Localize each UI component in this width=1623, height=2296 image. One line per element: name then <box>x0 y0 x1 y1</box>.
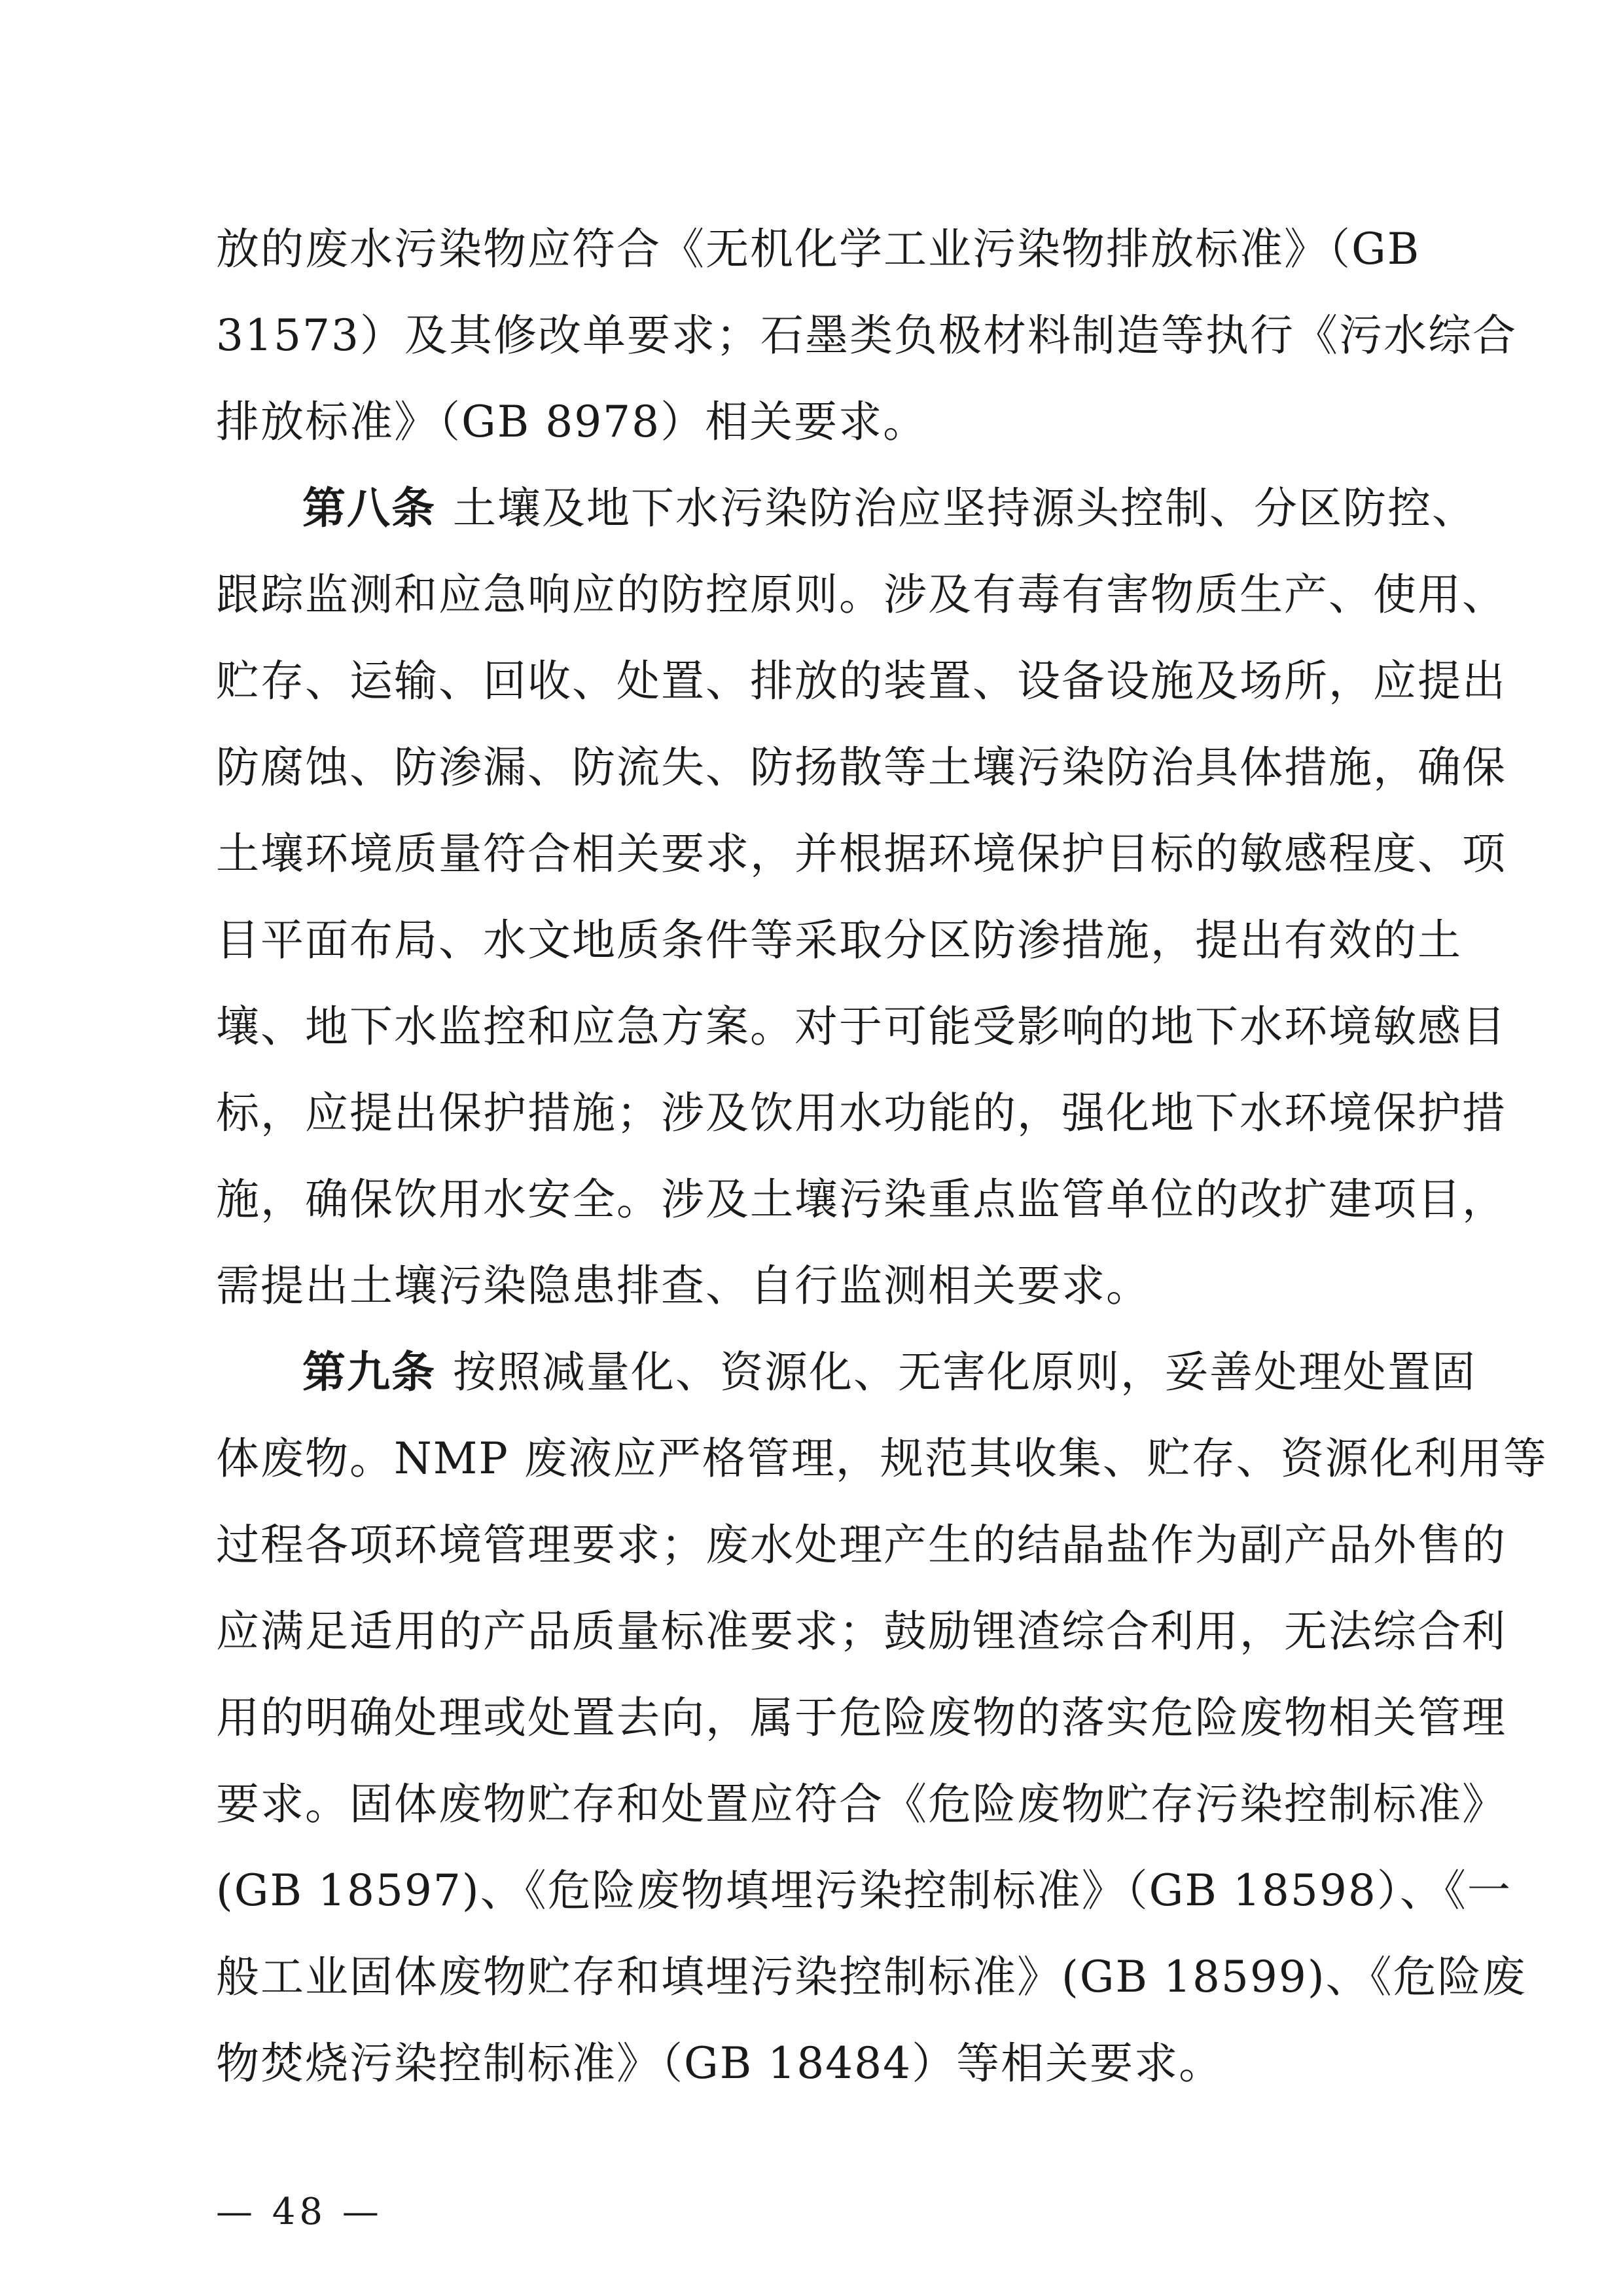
text-line: 施，确保饮用水安全。涉及土壤污染重点监管单位的改扩建项目， <box>216 1174 1507 1225</box>
text-line: 土壤及地下水污染防治应坚持源头控制、分区防控、 <box>453 483 1476 533</box>
text-line: 物焚烧污染控制标准》（GB 18484）等相关要求。 <box>216 2038 1224 2089</box>
article-8-first-line <box>302 465 1476 552</box>
article-9-first-line <box>302 1329 1476 1416</box>
text-line: 要求。固体废物贮存和处置应符合《危险废物贮存污染控制标准》 <box>216 1779 1507 1829</box>
text-line: 体废物。NMP 废液应严格管理，规范其收集、贮存、资源化利用等 <box>216 1433 1548 1484</box>
text-line: 防腐蚀、防渗漏、防流失、防扬散等土壤污染防治具体措施，确保 <box>216 742 1507 793</box>
text-line: 贮存、运输、回收、处置、排放的装置、设备设施及场所，应提出 <box>216 656 1507 706</box>
text-line: 排放标准》（GB 8978）相关要求。 <box>216 397 928 447</box>
text-line: 31573）及其修改单要求；石墨类负极材料制造等执行《污水综合 <box>216 310 1517 361</box>
text-line: 应满足适用的产品质量标准要求；鼓励锂渣综合利用，无法综合利 <box>216 1606 1507 1657</box>
text-line: 需提出土壤污染隐患排查、自行监测相关要求。 <box>216 1261 1150 1311</box>
text-line: 按照减量化、资源化、无害化原则，妥善处理处置固 <box>453 1347 1476 1397</box>
text-line: 土壤环境质量符合相关要求，并根据环境保护目标的敏感程度、项 <box>216 829 1507 879</box>
text-line: 目平面布局、水文地质条件等采取分区防渗措施，提出有效的土 <box>216 915 1462 965</box>
text-line: 放的废水污染物应符合《无机化学工业污染物排放标准》（GB <box>216 224 1421 274</box>
article-8-label: 第八条 <box>302 483 436 533</box>
text-line: 壤、地下水监控和应急方案。对于可能受影响的地下水环境敏感目 <box>216 1001 1507 1052</box>
text-line: (GB 18597)、《危险废物填埋污染控制标准》（GB 18598）、《一 <box>216 1865 1512 1916</box>
text-line: 标，应提出保护措施；涉及饮用水功能的，强化地下水环境保护措 <box>216 1088 1507 1138</box>
article-9-label: 第九条 <box>302 1347 436 1397</box>
text-line: 跟踪监测和应急响应的防控原则。涉及有毒有害物质生产、使用、 <box>216 569 1507 620</box>
page-number: — 48 — <box>216 2191 383 2233</box>
text-line: 般工业固体废物贮存和填埋污染控制标准》(GB 18599)、《危险废 <box>216 1952 1527 2002</box>
text-line: 用的明确处理或处置去向，属于危险废物的落实危险废物相关管理 <box>216 1693 1507 1743</box>
text-line: 过程各项环境管理要求；废水处理产生的结晶盐作为副产品外售的 <box>216 1520 1507 1570</box>
